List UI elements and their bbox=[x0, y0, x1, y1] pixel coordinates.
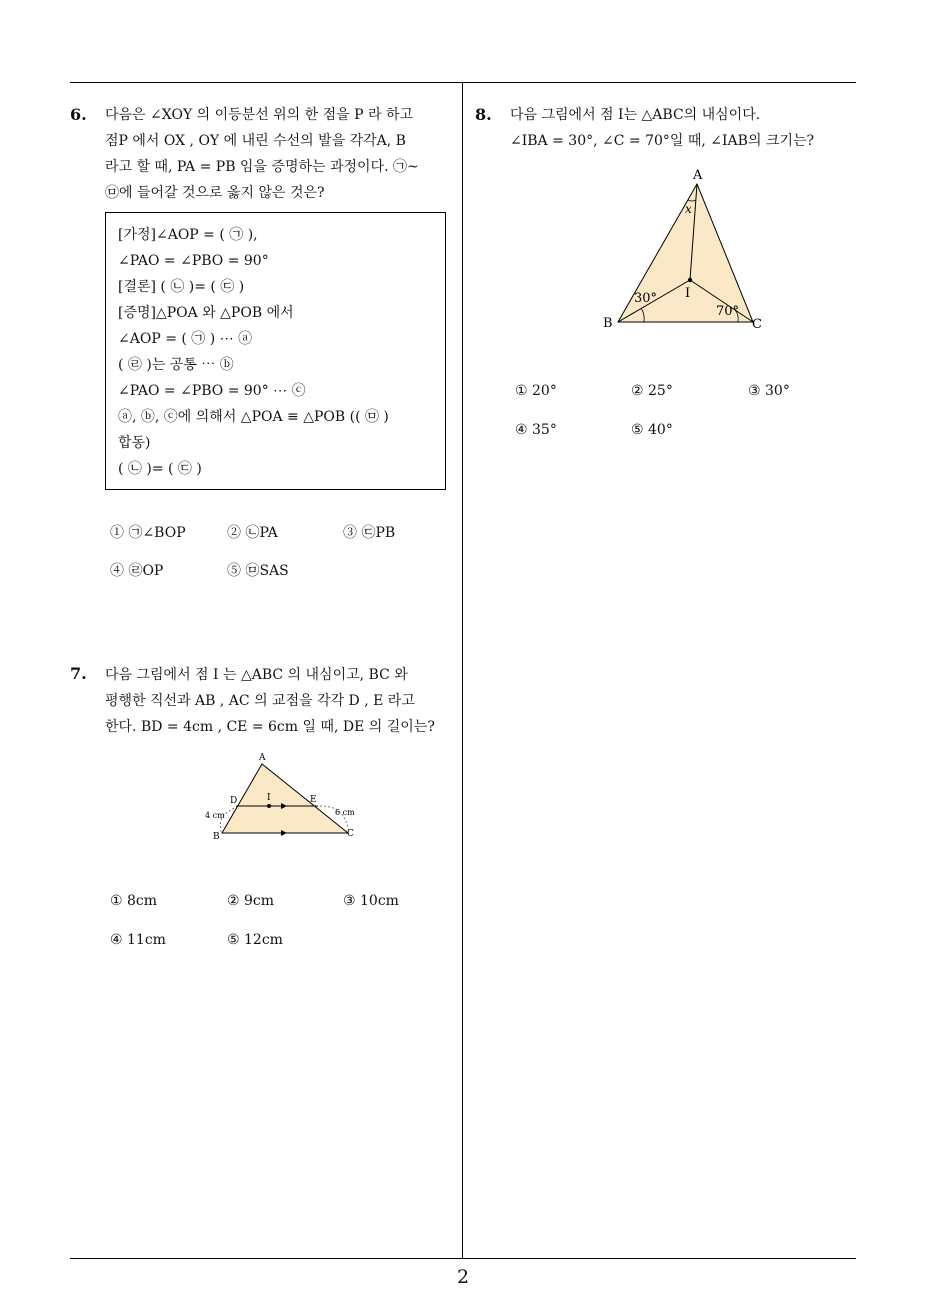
q6-option-2[interactable]: ② ㉡PA bbox=[227, 525, 278, 541]
q6-proof-line-7: ∠PAO = ∠PBO = 90° ⋯ ⓒ bbox=[118, 383, 306, 399]
q7-point-i bbox=[267, 804, 271, 808]
q8-label-x: x bbox=[685, 202, 692, 216]
q6-line-4: ㉤에 들어갈 것으로 옳지 않은 것은? bbox=[105, 185, 325, 201]
q6-line-2: 점P 에서 OX , OY 에 내린 수선의 발을 각각A, B bbox=[105, 133, 406, 149]
q8-label-angle-c: 70° bbox=[716, 304, 740, 319]
page-number: 2 bbox=[456, 1266, 470, 1288]
top-rule bbox=[70, 82, 856, 83]
q8-option-1[interactable]: ① 20° bbox=[515, 383, 557, 399]
q6-option-5[interactable]: ⑤ ㉤SAS bbox=[227, 563, 289, 579]
q6-proof-line-10: ( ㉡ )= ( ㉢ ) bbox=[118, 461, 202, 477]
q6-proof-line-4: [증명]△POA 와 △POB 에서 bbox=[118, 305, 294, 321]
q6-option-3[interactable]: ③ ㉢PB bbox=[343, 525, 396, 541]
q6-option-1[interactable]: ① ㉠∠BOP bbox=[110, 525, 186, 541]
q6-option-4[interactable]: ④ ㉣OP bbox=[110, 563, 164, 579]
q8-line-1: 다음 그림에서 점 I는 △ABC의 내심이다. bbox=[510, 107, 761, 123]
q7-label-bd: 4 cm bbox=[205, 811, 225, 820]
q6-proof-line-9: 합동) bbox=[118, 435, 151, 451]
q7-option-5[interactable]: ⑤ 12cm bbox=[227, 932, 283, 948]
q8-figure bbox=[598, 164, 773, 339]
q7-option-4[interactable]: ④ 11cm bbox=[110, 932, 166, 948]
q7-line-1: 다음 그림에서 점 I 는 △ABC 의 내심이고, BC 와 bbox=[105, 667, 408, 683]
q7-triangle bbox=[222, 764, 348, 833]
q7-option-2[interactable]: ② 9cm bbox=[227, 893, 275, 909]
q6-proof-line-1: [가정]∠AOP = ( ㉠ ), bbox=[118, 227, 258, 243]
q7-label-a: A bbox=[259, 753, 266, 763]
q6-proof-line-5: ∠AOP = ( ㉠ ) ⋯ ⓐ bbox=[118, 331, 253, 347]
q7-label-ce: 6 cm bbox=[335, 808, 355, 817]
q7-figure bbox=[195, 748, 370, 848]
q6-proof-line-3: [결론] ( ㉡ )= ( ㉢ ) bbox=[118, 279, 245, 295]
q7-line-3: 한다. BD = 4cm , CE = 6cm 일 때, DE 의 길이는? bbox=[105, 719, 435, 735]
q8-label-angle-b: 30° bbox=[634, 291, 658, 306]
q8-option-4[interactable]: ④ 35° bbox=[515, 422, 557, 438]
q6-proof-line-2: ∠PAO = ∠PBO = 90° bbox=[118, 253, 269, 269]
q7-number: 7. bbox=[70, 664, 87, 683]
column-divider bbox=[462, 82, 463, 1259]
q8-label-a: A bbox=[693, 168, 703, 183]
q6-line-3: 라고 할 때, PA = PB 임을 증명하는 과정이다. ㉠~ bbox=[105, 159, 419, 175]
q8-option-5[interactable]: ⑤ 40° bbox=[631, 422, 673, 438]
q8-label-i: I bbox=[685, 286, 691, 301]
q6-line-1: 다음은 ∠XOY 의 이등분선 위의 한 점을 P 라 하고 bbox=[105, 107, 414, 123]
q6-proof-line-8: ⓐ, ⓑ, ⓒ에 의해서 △POA ≡ △POB (( ㉤ ) bbox=[118, 409, 389, 425]
bottom-rule bbox=[70, 1258, 856, 1259]
q8-point-i bbox=[688, 278, 692, 282]
q7-option-1[interactable]: ① 8cm bbox=[110, 893, 158, 909]
q8-line-2: ∠IBA = 30°, ∠C = 70°일 때, ∠IAB의 크기는? bbox=[510, 133, 815, 149]
q8-option-2[interactable]: ② 25° bbox=[631, 383, 673, 399]
q8-number: 8. bbox=[475, 105, 492, 124]
q7-line-2: 평행한 직선과 AB , AC 의 교점을 각각 D , E 라고 bbox=[105, 693, 415, 709]
q8-label-b: B bbox=[603, 316, 613, 331]
q7-label-d: D bbox=[230, 796, 238, 806]
q8-option-3[interactable]: ③ 30° bbox=[748, 383, 790, 399]
q7-label-e: E bbox=[310, 795, 317, 805]
q7-label-b: B bbox=[213, 832, 220, 842]
q7-label-i: I bbox=[267, 793, 271, 803]
q8-label-c: C bbox=[752, 317, 762, 332]
q7-label-c: C bbox=[347, 829, 354, 839]
q6-number: 6. bbox=[70, 105, 87, 124]
q6-proof-line-6: ( ㉣ )는 공통 ⋯ ⓑ bbox=[118, 357, 234, 373]
q7-option-3[interactable]: ③ 10cm bbox=[343, 893, 399, 909]
